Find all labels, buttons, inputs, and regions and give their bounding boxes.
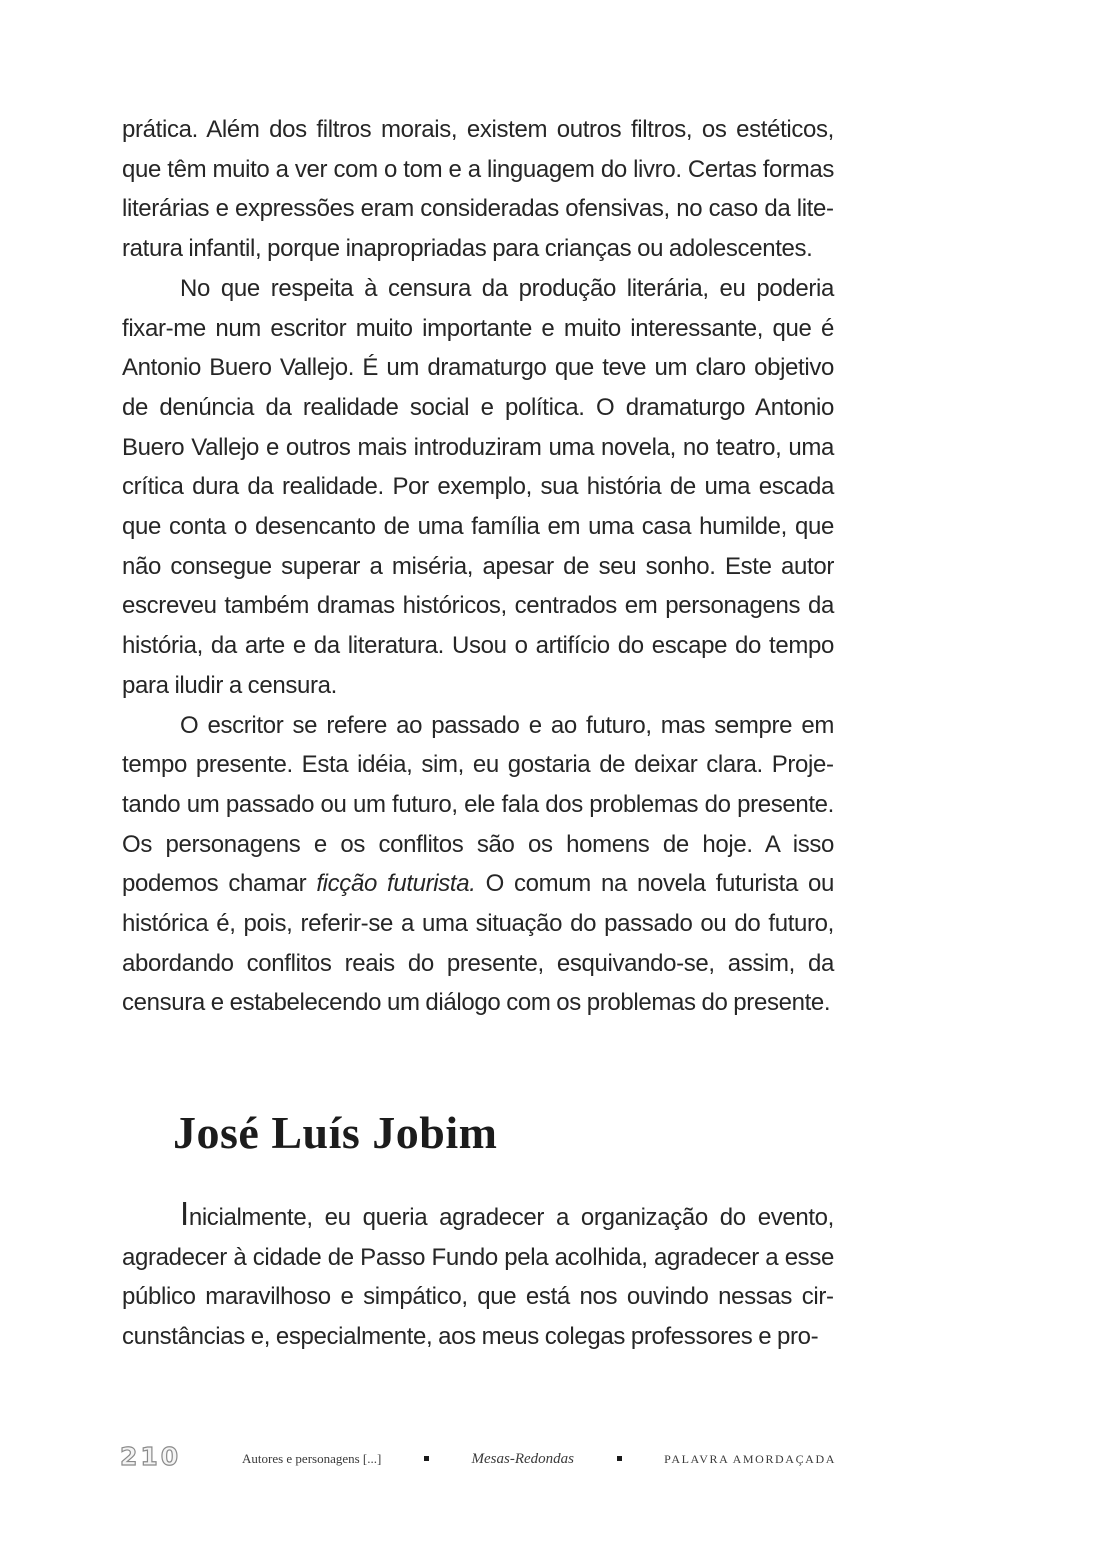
paragraph-3 [122, 706, 834, 1024]
italic-term: ficção futurista. [316, 870, 476, 898]
running-head-book: PALAVRA AMORDAÇADA [664, 1452, 836, 1466]
bullet-separator-icon [617, 1456, 622, 1461]
section-heading: José Luís Jobim [173, 1107, 498, 1158]
paragraph-3-text-after: O comum na novela futurista ou histórica é, pois, referir-se a uma situação do passado ou do futuro, abordando conflitos reais do presente, esquivando-se, assim, da censura e estabelecendo um diálogo com os problemas do presente. [122, 870, 834, 1017]
initial-letter: I [180, 1195, 189, 1232]
page-footer [120, 1440, 836, 1480]
running-head-series: Mesas-Redondas [471, 1451, 574, 1467]
page-number: 210 [120, 1442, 182, 1471]
running-head-chapter: Autores e personagens [...] [242, 1451, 382, 1466]
paragraph-3-text-before: O escritor se refere ao passado e ao futuro, mas sempre em tempo presente. Esta idéia, sim, eu gostaria de deixar clara. Projetando um passado ou um futuro, ele fala dos problemas do presente. Os personagens e os conflitos são os homens de hoje. A isso podemos chamar [122, 711, 834, 898]
body-text-section [122, 1195, 834, 1357]
running-head [242, 1451, 836, 1468]
bullet-separator-icon [424, 1456, 429, 1461]
paragraph-4-text: nicialmente, eu queria agradecer a organização do evento, agradecer à cidade de Passo Fundo pela acolhida, agradecer a esse público maravilhoso e simpático, que está nos ouvindo nessas circunstâncias e, especialmente, aos meus colegas professores e pro- [122, 1204, 834, 1351]
paragraph-2: No que respeita à censura da produção literária, eu poderia fixar-me num escritor muito importante e muito interessante, que é Antonio Buero Vallejo. É um dramaturgo que teve um claro objetivo de denúncia da realidade social e política. O dramaturgo Antonio Buero Vallejo e outros mais introduziram uma novela, no teatro, uma crítica dura da realidade. Por exemplo, sua história de uma escada que conta o desencanto de uma família em uma casa humilde, que não consegue superar a miséria, apesar de seu sonho. Este autor escreveu também dramas históricos, centrados em personagens da história, da arte e da literatura. Usou o artifício do escape do tempo para iludir a censura. [122, 274, 834, 699]
body-text-top [122, 110, 834, 1023]
paragraph-1: prática. Além dos filtros morais, existem outros filtros, os estéticos, que têm muito a ver com o tom e a linguagem do livro. Certas formas literárias e expressões eram consideradas ofensivas, no caso da literatura infantil, porque inapropriadas para crianças ou adolescentes. [122, 116, 834, 263]
paragraph-4 [122, 1195, 834, 1357]
